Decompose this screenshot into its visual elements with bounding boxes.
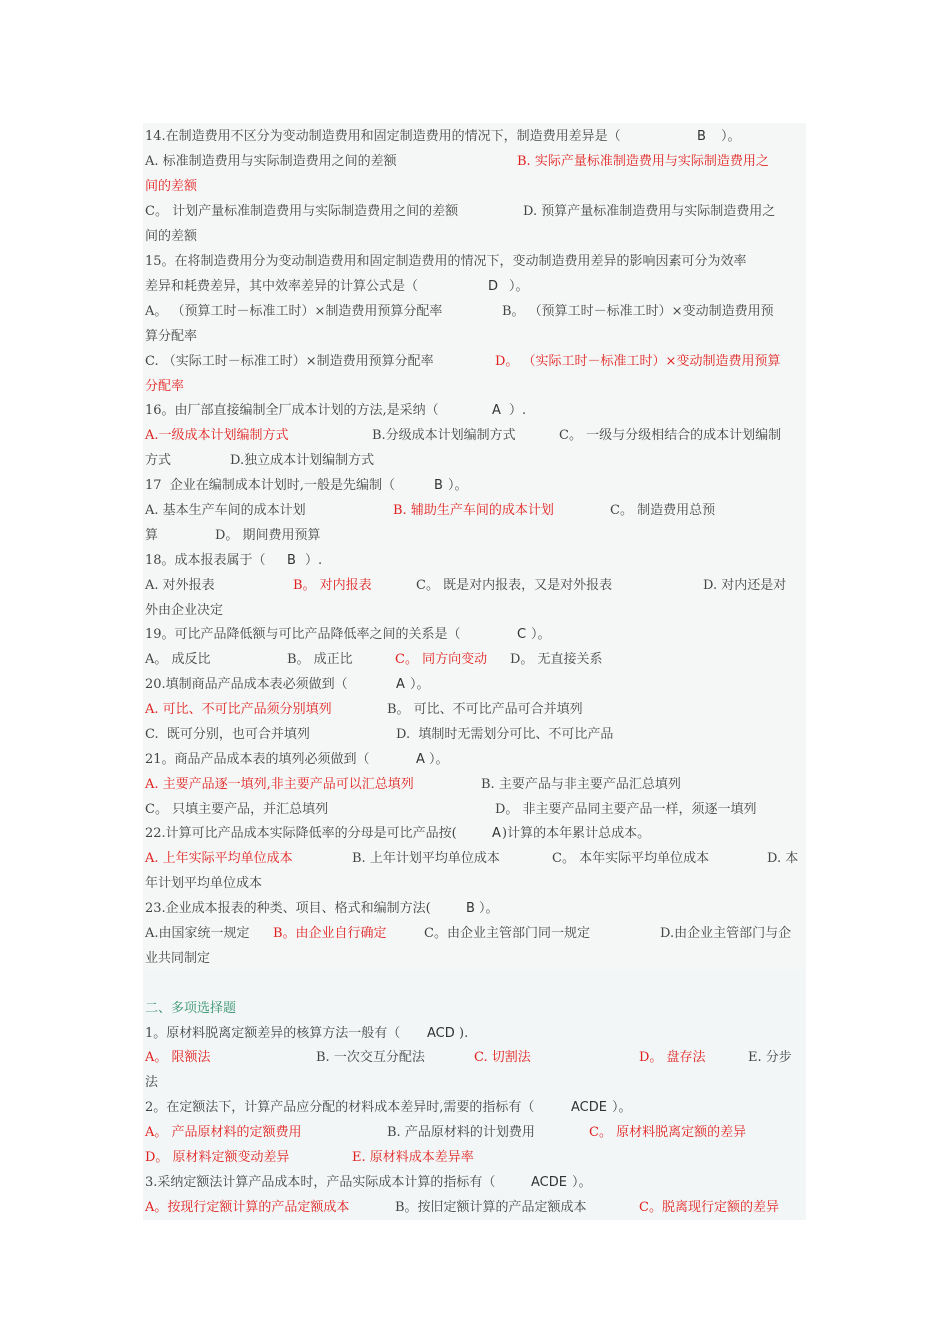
q21-option-a: A. 主要产品逐一填列,非主要产品可以汇总填列 — [145, 777, 414, 792]
m1-option-c: C. 切割法 — [474, 1050, 531, 1065]
q18-options — [145, 573, 787, 598]
q20-option-a: A. 可比、不可比产品须分别填列 — [145, 702, 332, 717]
q21-stem: 21。商品产品成本表的填列必须做到（ A ）。 — [145, 747, 162, 772]
m1-option-e: E. 分步 — [748, 1050, 792, 1065]
q15-stem-2: 差异和耗费差异，其中效率差异的计算公式是（ D ）。 — [145, 274, 162, 299]
q15-option-b: B。 （预算工时－标准工时）×变动制造费用预 — [502, 304, 774, 319]
q19-option-d: D。 无直接关系 — [510, 652, 603, 667]
q23-stem: 23.企业成本报表的种类、项目、格式和编制方法( B ）。 — [145, 896, 162, 921]
q21-option-c: C。 只填主要产品，并汇总填列 — [145, 802, 329, 817]
q15-option-c: C. （实际工时－标准工时）×制造费用预算分配率 — [145, 354, 434, 369]
q15-answer: D — [488, 279, 499, 294]
q22-answer: A — [492, 826, 501, 841]
q16-option-d: D.独立成本计划编制方式 — [230, 453, 375, 468]
m3-stem: 3.采纳定额法计算产品成本时，产品实际成本计算的指标有（ ACDE ）。 — [145, 1170, 162, 1195]
m2-options-abc — [145, 1120, 747, 1145]
q14-option-b-cont: 间的差额 — [145, 179, 198, 194]
q17-option-b: B. 辅助生产车间的成本计划 — [393, 503, 554, 518]
q14-options-cd — [145, 199, 776, 224]
q14-answer: B — [697, 129, 706, 144]
q20-stem: 20.填制商品产品成本表必须做到（ A ）。 — [145, 672, 162, 697]
m1-option-b: B. 一次交互分配法 — [316, 1050, 425, 1065]
q20-options-cd — [145, 722, 614, 747]
m1-stem: 1。原材料脱离定额差异的核算方法一般有（ ACD ). — [145, 1021, 162, 1046]
q16-option-a: A.一级成本计划编制方式 — [145, 428, 289, 443]
q20-option-b: B。 可比、不可比产品可合并填列 — [387, 702, 583, 717]
q23-answer: B — [466, 901, 475, 916]
q16-answer: A — [492, 403, 501, 418]
q19-option-b: B。 成正比 — [287, 652, 353, 667]
q15-option-b-cont: 算分配率 — [145, 329, 198, 344]
q14-option-c: C。 计划产量标准制造费用与实际制造费用之间的差额 — [145, 204, 459, 219]
q21-option-d: D。 非主要产品同主要产品一样，须逐一填列 — [495, 802, 757, 817]
m2-stem: 2。在定额法下，计算产品应分配的材料成本差异时,需要的指标有（ ACDE ）。 — [145, 1095, 162, 1120]
q18-option-b: B。 对内报表 — [293, 578, 372, 593]
m3-option-c: C。脱离现行定额的差异 — [639, 1200, 779, 1215]
q15-option-d: D。 （实际工时－标准工时）×变动制造费用预算 — [495, 354, 781, 369]
q20-options-ab — [145, 697, 583, 722]
q14-options-ab — [145, 149, 769, 174]
q15-options-ab — [145, 299, 774, 324]
q23-option-a: A.由国家统一规定 — [145, 926, 250, 941]
m1-option-a: A。 限额法 — [145, 1050, 211, 1065]
q19-option-c: C。 同方向变动 — [395, 652, 488, 667]
q17-option-a: A. 基本生产车间的成本计划 — [145, 503, 306, 518]
q15-options-cd — [145, 349, 781, 374]
q16-option-b: B.分级成本计划编制方式 — [372, 428, 516, 443]
m2-option-e: E. 原材料成本差异率 — [352, 1150, 474, 1165]
q22-option-b: B. 上年计划平均单位成本 — [352, 851, 500, 866]
q15-option-a: A。 （预算工时－标准工时）×制造费用预算分配率 — [145, 304, 443, 319]
q17-option-c: C。 制造费用总预 — [610, 503, 716, 518]
q14-stem: 14.在制造费用不区分为变动制造费用和固定制造费用的情况下，制造费用差异是（ B ）。 — [145, 124, 162, 149]
q23-option-c: C。由企业主管部门同一规定 — [424, 926, 590, 941]
q22-stem: 22.计算可比产品成本实际降低率的分母是可比产品按( A )计算的本年累计总成本。 — [145, 821, 162, 846]
q22-options — [145, 846, 799, 871]
q22-option-c: C。 本年实际平均单位成本 — [552, 851, 710, 866]
q16-options-2: 方式 D.独立成本计划编制方式 — [145, 448, 162, 473]
m3-answer: ACDE — [531, 1175, 567, 1190]
q14-option-b: B. 实际产量标准制造费用与实际制造费用之 — [517, 154, 769, 169]
m1-option-e-cont: 法 — [145, 1075, 159, 1090]
section-heading: 二、多项选择题 — [145, 1001, 237, 1016]
m1-option-d: D。 盘存法 — [639, 1050, 706, 1065]
q19-options — [145, 647, 603, 672]
q23-option-d: D.由企业主管部门与企 — [660, 926, 792, 941]
q17-stem: 17 企业在编制成本计划时,一般是先编制（ B ）。 — [145, 473, 162, 498]
m2-option-c: C。 原材料脱离定额的差异 — [589, 1125, 747, 1140]
q23-option-d-cont: 业共同制定 — [145, 951, 211, 966]
m2-answer: ACDE — [571, 1100, 607, 1115]
q18-option-d: D. 对内还是对 — [703, 578, 787, 593]
q14-option-d-cont: 间的差额 — [145, 229, 198, 244]
m2-options-de — [145, 1145, 474, 1170]
q18-stem: 18。成本报表属于（ B ）. — [145, 548, 162, 573]
q17-options-2: 算 D。 期间费用预算 — [145, 523, 162, 548]
q22-option-d: D. 本 — [767, 851, 799, 866]
m2-option-b: B. 产品原材料的计划费用 — [387, 1125, 535, 1140]
q14-option-d: D. 预算产量标准制造费用与实际制造费用之 — [523, 204, 776, 219]
m3-option-b: B。按旧定额计算的产品定额成本 — [395, 1200, 587, 1215]
m2-option-d: D。 原材料定额变动差异 — [145, 1150, 290, 1165]
m3-option-a: A。按现行定额计算的产品定额成本 — [145, 1200, 350, 1215]
q22-option-a: A. 上年实际平均单位成本 — [145, 851, 293, 866]
q21-answer: A — [416, 752, 425, 767]
q20-answer: A — [396, 677, 405, 692]
m1-answer: ACD — [427, 1026, 455, 1041]
q20-option-d: D. 填制时无需划分可比、不可比产品 — [396, 727, 614, 742]
q19-option-a: A。 成反比 — [145, 652, 211, 667]
m2-option-a: A。 产品原材料的定额费用 — [145, 1125, 302, 1140]
q18-option-a: A. 对外报表 — [145, 578, 215, 593]
m1-options — [145, 1045, 792, 1070]
q19-stem: 19。可比产品降低额与可比产品降低率之间的关系是（ C ）。 — [145, 622, 162, 647]
q16-option-c: C。 一级与分级相结合的成本计划编制 — [559, 428, 782, 443]
q15-option-d-cont: 分配率 — [145, 379, 185, 394]
q19-answer: C — [517, 627, 527, 642]
q18-option-c: C。 既是对内报表，又是对外报表 — [416, 578, 613, 593]
q23-options — [145, 921, 792, 946]
q18-option-d-cont: 外由企业决定 — [145, 603, 224, 618]
q23-option-b: B。由企业自行确定 — [273, 926, 387, 941]
q18-answer: B — [287, 553, 296, 568]
m3-options — [145, 1195, 779, 1220]
q17-options — [145, 498, 716, 523]
q15-stem-1: 15。在将制造费用分为变动制造费用和固定制造费用的情况下，变动制造费用差异的影响因素可分为效率 — [145, 254, 747, 269]
q16-options — [145, 423, 782, 448]
q16-stem: 16。由厂部直接编制全厂成本计划的方法,是采纳（ A ）. — [145, 398, 162, 423]
q22-option-d-cont: 年计划平均单位成本 — [145, 876, 263, 891]
q17-answer: B — [434, 478, 443, 493]
q21-options-ab — [145, 772, 681, 797]
q17-option-d: D。 期间费用预算 — [215, 528, 321, 543]
q14-option-a: A. 标准制造费用与实际制造费用之间的差额 — [145, 154, 397, 169]
q20-option-c: C. 既可分别，也可合并填列 — [145, 727, 310, 742]
q21-option-b: B. 主要产品与非主要产品汇总填列 — [481, 777, 681, 792]
q21-options-cd — [145, 797, 757, 822]
